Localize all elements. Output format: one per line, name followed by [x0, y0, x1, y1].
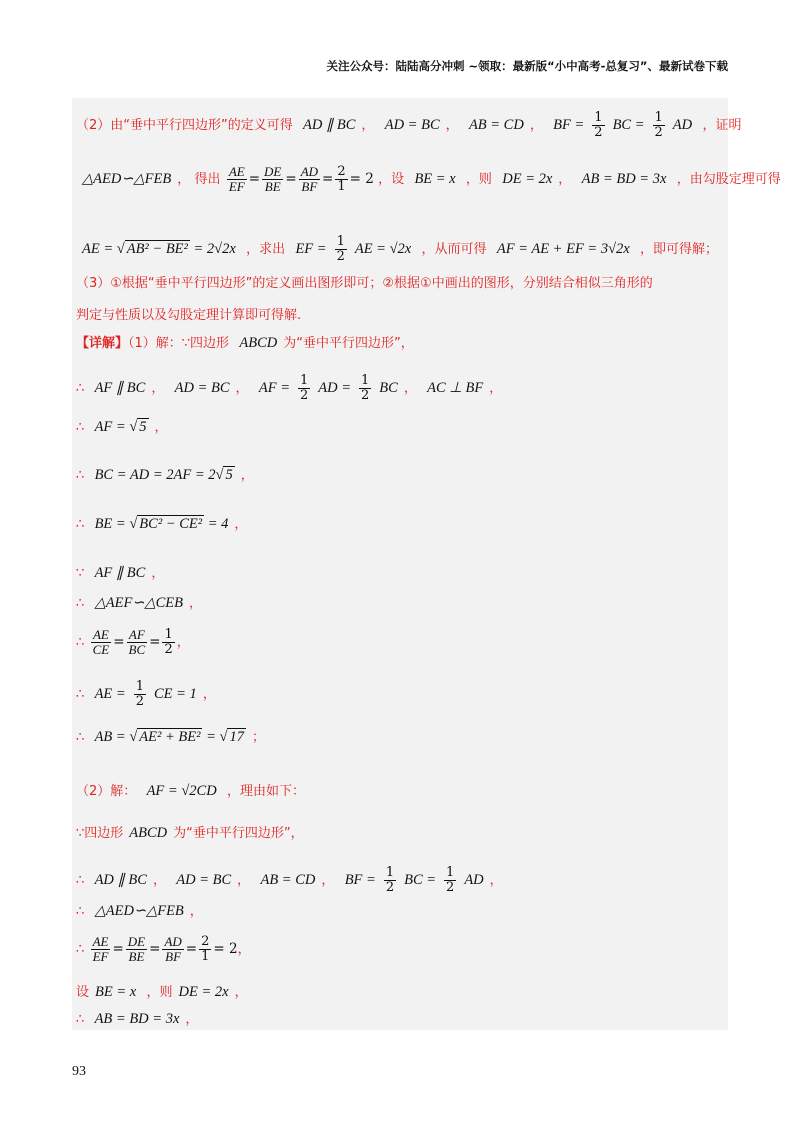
- part2-step-2: ∴ △AED∽△FEB ，: [76, 903, 203, 919]
- step-3: ∴ BC = AD = 2AF = 2√ 5 ，: [76, 467, 254, 483]
- part2-header: （2）解： AF = √2CD ，理由如下：: [76, 783, 305, 799]
- step-2: ∴ AF = √ 5 ，: [76, 419, 168, 435]
- analysis-line-5: 判定与性质以及勾股定理计算即可得解.: [76, 308, 302, 323]
- detail-intro: 【详解】（1）解：∵四边形 ABCD 为“垂中平行四边形”，: [76, 335, 414, 351]
- analysis-line-2: △AED∽△FEB ， 得出 $\frac{AE}{EF}$ = $\frac{DE}{BE}$ = $\frac{AD}{BF}$ = $\frac{2}{1}$ = 2 ，设 BE = x ，则 DE = 2x ， AB = BD = 3x ，由勾股定理可得: [82, 164, 781, 194]
- analysis-line-1: （2）由“垂中平行四边形”的定义可得 AD ∥ BC ， AD = BC ， AB = CD ， BF = $\frac{1}{2}$ BC = $\frac{1}{2}$ AD ，证明: [76, 110, 742, 140]
- analysis-line-4: （3）①根据“垂中平行四边形”的定义画出图形即可；②根据①中画出的图形，分别结合相似三角形的: [76, 276, 653, 291]
- analysis-line-3: AE = √ AB² − BE² = 2√2x ，求出 EF = $\frac{1}{2}$ AE = √2x ，从而可得 AF = AE + EF = 3√2x ，即可得解；: [82, 234, 719, 264]
- step-1: ∴ AF ∥ BC ， AD = BC ， AF = $\frac{1}{2}$ AD = $\frac{1}{2}$ BC ， AC ⊥ BF ，: [76, 373, 503, 403]
- part2-step-3: ∴ $\frac{AE}{EF}$ = $\frac{DE}{BE}$ = $\frac{AD}{BF}$ = $\frac{2}{1}$ = 2，: [76, 934, 251, 964]
- step-5: ∵ AF ∥ BC ，: [76, 565, 165, 581]
- step-8: ∴ AE = $\frac{1}{2}$ CE = 1 ，: [76, 679, 216, 709]
- step-6: ∴ △AEF∽△CEB ，: [76, 595, 203, 611]
- part2-because: ∵四边形 ABCD 为“垂中平行四边形”，: [76, 825, 304, 841]
- step-7: ∴ $\frac{AE}{CE}$ = $\frac{AF}{BC}$ = $\frac{1}{2}$ ，: [76, 627, 190, 657]
- part2-step-5: ∴ AB = BD = 3x ，: [76, 1011, 199, 1027]
- step-9: ∴ AB = √ AE² + BE² = √ 17 ；: [76, 729, 265, 745]
- step-4: ∴ BE = √ BC² − CE² = 4 ，: [76, 516, 248, 532]
- page-number: 93: [72, 1064, 86, 1079]
- page-header: 关注公众号：陆陆高分冲刺 ~领取：最新版“小中高考-总复习”、最新试卷下载: [326, 59, 728, 73]
- part2-step-1: ∴ AD ∥ BC ， AD = BC ， AB = CD ， BF = $\frac{1}{2}$ BC = $\frac{1}{2}$ AD ，: [76, 865, 503, 895]
- part2-step-4: 设 BE = x ，则 DE = 2x ，: [76, 984, 248, 1000]
